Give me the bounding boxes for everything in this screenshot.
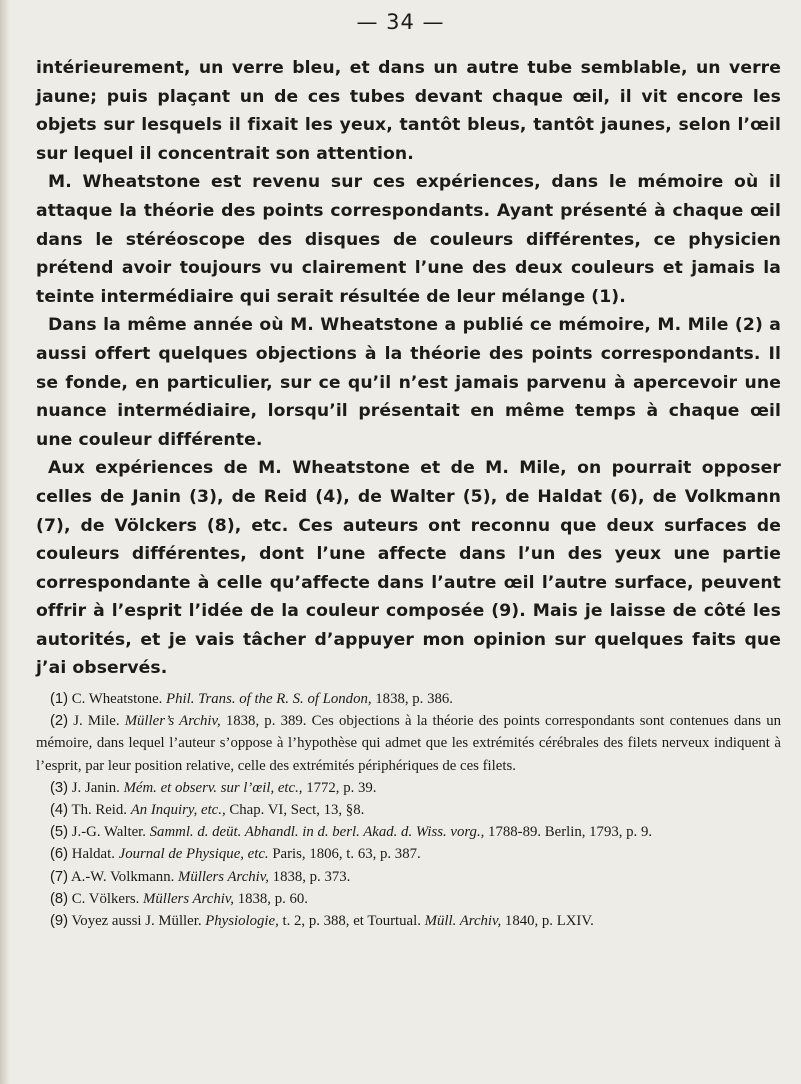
- footnote-mark: (6): [50, 846, 69, 863]
- footnote-mark: (4): [50, 802, 69, 819]
- footnote-text: 1838, p. 389. Ces objections à la théorie des points correspondants sont contenues dans un mémoire, dans lequel l’auteur s’oppose à l’hypothèse qui admet que les extrémités cérébrales des filets nerveux indiquent à l’esprit, par leur position relative, celle des extrémités périphériques de ces filets.: [36, 713, 781, 774]
- footnote-text: 1772, p. 39.: [302, 779, 377, 796]
- footnote-source: Müll. Archiv,: [424, 913, 502, 930]
- footnote-source: Physiologie,: [205, 913, 279, 930]
- footnote-text: C. Völkers.: [68, 890, 144, 907]
- footnote-text: 1840, p. LXIV.: [501, 913, 594, 930]
- footnote-mark: (5): [50, 824, 69, 841]
- footnote-text: A.-W. Volkmann.: [68, 868, 178, 885]
- footnote-text: C. Wheatstone.: [68, 691, 167, 707]
- paragraph: M. Wheatstone est revenu sur ces expériences, dans le mémoire où il attaque la théorie des points correspondants. Ayant présenté à chaque œil dans le stéréoscope des disques de couleurs différentes, ce physicien prétend avoir toujours vu clairement l’une des deux couleurs et jamais la teinte intermédiaire qui serait résultée de leur mélange (1).: [36, 172, 781, 307]
- footnote-mark: (8): [50, 890, 69, 907]
- footnote: [36, 821, 781, 843]
- footnote-text: Voyez aussi J. Müller.: [68, 913, 206, 930]
- paragraph: Dans la même année où M. Wheatstone a publié ce mémoire, M. Mile (2) a aussi offert quelques objections à la théorie des points correspondants. Il se fonde, en particulier, sur ce qu’il n’est jamais parvenu à apercevoir une nuance intermédiaire, lorsqu’il présentait en même temps à chaque œil une couleur différente.: [36, 315, 781, 450]
- footnote-source: Journal de Physique, etc.: [118, 846, 269, 863]
- footnote-text: t. 2, p. 388, et Tourtual.: [278, 913, 425, 930]
- footnote-text: 1838, p. 60.: [234, 890, 308, 907]
- footnote-mark: (2): [50, 713, 69, 730]
- footnotes: [36, 688, 781, 932]
- footnote: [36, 688, 781, 710]
- page-edge-shadow: [0, 0, 10, 1084]
- footnote-mark: (9): [50, 913, 69, 930]
- footnote-mark: (1): [50, 691, 69, 707]
- footnote-source: An Inquiry, etc.,: [130, 802, 226, 819]
- footnote-source: Müllers Archiv,: [178, 868, 269, 885]
- footnote: [36, 910, 781, 932]
- footnote-source: Phil. Trans. of the R. S. of London,: [166, 691, 372, 707]
- footnote-text: Haldat.: [68, 846, 119, 863]
- footnote-text: 1788-89. Berlin, 1793, p. 9.: [484, 824, 653, 841]
- footnote: [36, 710, 781, 777]
- footnote: [36, 843, 781, 865]
- footnote-text: 1838, p. 386.: [371, 691, 453, 707]
- footnote-text: Paris, 1806, t. 63, p. 387.: [268, 846, 421, 863]
- footnote-text: J. Janin.: [68, 779, 124, 796]
- footnote-text: J.-G. Walter.: [68, 824, 150, 841]
- footnote-text: J. Mile.: [68, 713, 125, 730]
- paragraph: intérieurement, un verre bleu, et dans un autre tube semblable, un verre jaune; puis plaçant un de ces tubes devant chaque œil, il vit encore les objets sur lesquels il fixait les yeux, tantôt bleus, tantôt jaunes, selon l’œil sur lequel il concentrait son attention.: [36, 58, 781, 164]
- footnote: [36, 888, 781, 910]
- footnote-text: Th. Reid.: [68, 802, 131, 819]
- footnote-text: 1838, p. 373.: [268, 868, 351, 885]
- footnote: [36, 777, 781, 799]
- footnote-mark: (3): [50, 779, 69, 796]
- footnote-source: Müllers Archiv,: [143, 890, 235, 907]
- footnote-source: Müller’s Archiv,: [124, 713, 221, 730]
- footnote: [36, 799, 781, 821]
- footnote-text: Chap. VI, Sect, 13, §8.: [225, 802, 365, 819]
- footnote: [36, 866, 781, 888]
- page-number: — 34 —: [356, 10, 445, 34]
- paragraph: Aux expériences de M. Wheatstone et de M. Mile, on pourrait opposer celles de Janin (3), de Reid (4), de Walter (5), de Haldat (6), de Volkmann (7), de Völckers (8), etc. Ces auteurs ont reconnu que deux surfaces de couleurs différentes, dont l’une affecte dans l’un des yeux une partie correspondante à celle qu’affecte dans l’autre œil l’autre surface, peuvent offrir à l’esprit l’idée de la couleur composée (9). Mais je laisse de côté les autorités, et je vais tâcher d’appuyer mon opinion sur quelques faits que j’ai observés.: [36, 458, 781, 679]
- main-text: [36, 54, 781, 683]
- footnote-mark: (7): [50, 868, 69, 885]
- footnote-source: Samml. d. deüt. Abhandl. in d. berl. Akad. d. Wiss. vorg.,: [149, 824, 485, 841]
- footnote-source: Mém. et observ. sur l’œil, etc.,: [123, 779, 303, 796]
